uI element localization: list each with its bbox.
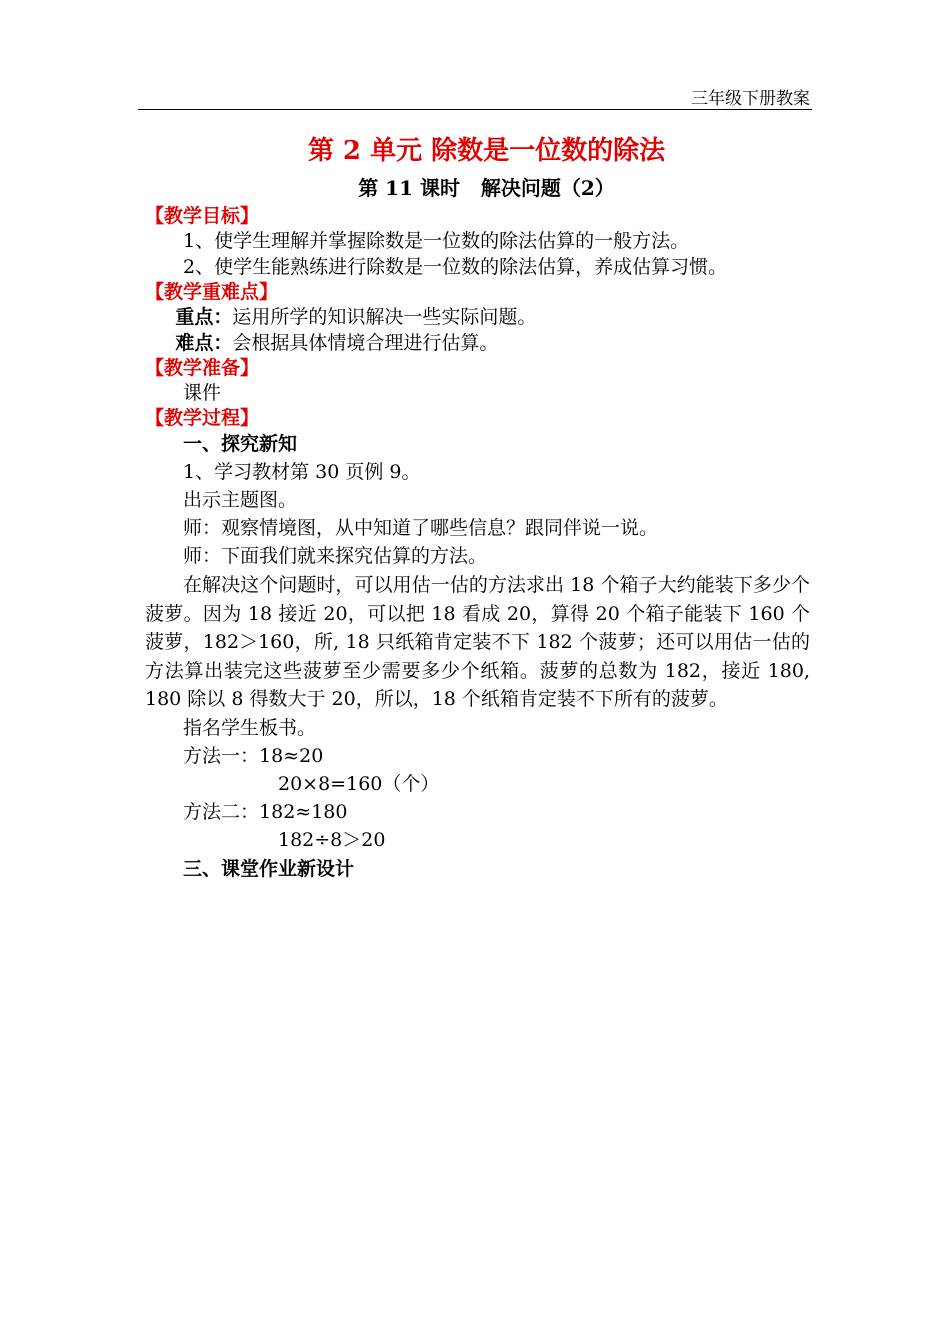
- focus-line: [145, 304, 810, 330]
- process-line: 1、学习教材第 30 页例 9。: [183, 461, 421, 483]
- method2-line2: 182÷8＞20: [278, 828, 386, 851]
- process-heading: 【教学过程】: [145, 407, 260, 429]
- difficulty-label: 难点：: [175, 332, 233, 354]
- method2-line1: 182≈180: [259, 800, 348, 823]
- method1-line1: 18≈20: [259, 744, 324, 767]
- focus-text: 运用所学的知识解决一些实际问题。: [232, 306, 537, 328]
- document-body: [145, 130, 810, 884]
- process-line: 出示主题图。: [183, 489, 298, 511]
- difficulty-text: 会根据具体情境合理进行估算。: [232, 332, 499, 354]
- process-line: 师：下面我们就来探究估算的方法。: [183, 545, 488, 567]
- header-text: 三年级下册教案: [691, 89, 810, 109]
- focus-label: 重点：: [175, 306, 233, 328]
- prep-text: 课件: [183, 382, 222, 404]
- board-line: 指名学生板书。: [183, 716, 317, 739]
- part1-title: 一、探究新知: [183, 433, 298, 455]
- method1-line2: 20×8=160（个）: [278, 772, 440, 795]
- lesson-subtitle: 第 11 课时 解决问题（2）: [358, 176, 615, 200]
- unit-title: 第 2 单元 除数是一位数的除法: [307, 136, 666, 166]
- header-rule: [138, 109, 812, 110]
- method2-label: 方法二：: [183, 800, 260, 823]
- method2-row: [145, 798, 810, 826]
- difficulty-line: [145, 330, 810, 356]
- explanation-paragraph: 在解决这个问题时，可以用估一估的方法求出 18 个箱子大约能装下多少个菠萝。因为 18 接近 20，可以把 18 看成 20，算得 20 个箱子能装下 160 个菠萝，182＞160，所, 18 只纸箱肯定装不下 182 个菠萝；还可以用估一估的方法算出装完这些菠萝至少需要多少个纸箱。菠萝的总数为 182，接近 180, 180 除以 8 得数大于 20，所以，18 个纸箱肯定装不下所有的菠萝。: [145, 574, 810, 710]
- method1-label: 方法一：: [183, 744, 260, 767]
- method1-row: [145, 742, 810, 770]
- prep-heading: 【教学准备】: [145, 357, 260, 379]
- process-line: 师：观察情境图，从中知道了哪些信息？跟同伴说一说。: [183, 517, 659, 539]
- goal-item: 2、使学生能熟练进行除数是一位数的除法估算，养成估算习惯。: [183, 256, 728, 278]
- goal-item: 1、使学生理解并掌握除数是一位数的除法估算的一般方法。: [183, 230, 690, 252]
- part3-title: 三、课堂作业新设计: [183, 857, 355, 880]
- key-points-heading: 【教学重难点】: [145, 281, 279, 303]
- goals-heading: 【教学目标】: [145, 205, 260, 227]
